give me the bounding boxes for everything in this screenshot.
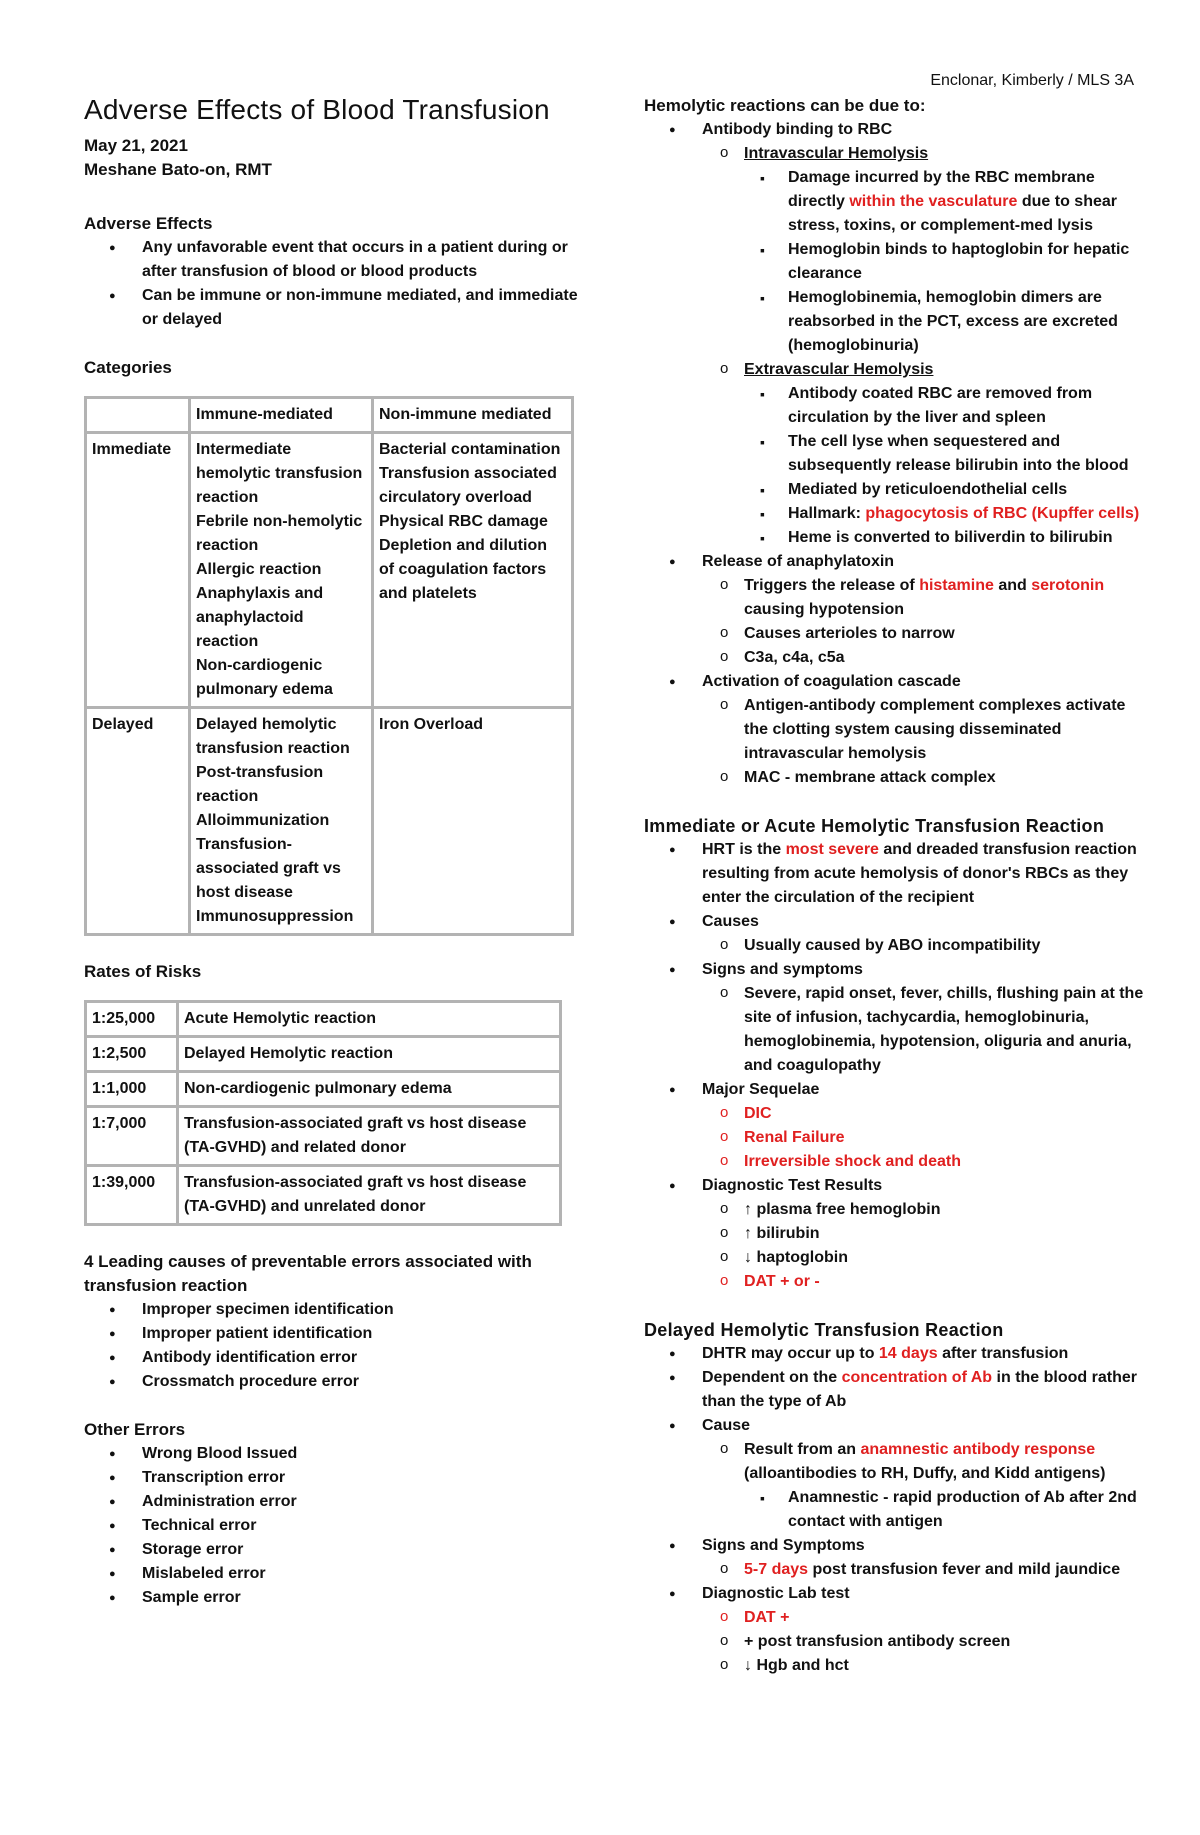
text-span: Hallmark: — [788, 505, 866, 522]
adverse-effects-list — [84, 236, 584, 332]
list-item — [702, 1558, 1149, 1582]
sublist — [702, 142, 1149, 550]
text-span: post transfusion fever and mild jaundice — [808, 1561, 1121, 1578]
list-item: o ↑ plasma free hemoglobin — [702, 1198, 1149, 1222]
cell-line: Transfusion associated circulatory overload — [379, 465, 557, 506]
acute-htr-heading: Immediate or Acute Hemolytic Transfusion Reaction — [644, 816, 1105, 836]
list-item — [644, 550, 1149, 670]
list-item: ● Wrong Blood Issued — [84, 1442, 584, 1466]
cell-line: Allergic reaction — [196, 561, 322, 578]
table-cell — [190, 433, 373, 708]
highlight-text: most severe — [785, 841, 879, 858]
list-item — [644, 1414, 1149, 1534]
list-item — [702, 358, 1149, 550]
author-header: Enclonar, Kimberly / MLS 3A — [930, 72, 1134, 89]
list-item: o ↓ haptoglobin — [702, 1246, 1149, 1270]
item-text: Activation of coagulation cascade — [702, 673, 961, 690]
item-text: Diagnostic Test Results — [702, 1177, 883, 1194]
list-item: ● Improper patient identification — [84, 1322, 584, 1346]
list-item: o + post transfusion antibody screen — [702, 1630, 1149, 1654]
sublist — [702, 1198, 1149, 1294]
list-item: o C3a, c4a, c5a — [702, 646, 1149, 670]
rate-cell: 1:7,000 — [86, 1107, 178, 1166]
sublist — [744, 166, 1149, 358]
list-item: o ↓ Hgb and hct — [702, 1654, 1149, 1678]
sublist — [702, 694, 1149, 790]
event-cell: Non-cardiogenic pulmonary edema — [178, 1072, 561, 1107]
list-item: ▪ The cell lyse when sequestered and subsequently release bilirubin into the blood — [744, 430, 1149, 478]
cell-line: Anaphylaxis and anaphylactoid reaction — [196, 585, 324, 650]
table-row — [86, 708, 573, 935]
text-span: (alloantibodies to RH, Duffy, and Kidd antigens) — [744, 1465, 1106, 1482]
cell-line: Febrile non-hemolytic reaction — [196, 513, 363, 554]
rate-cell: 1:39,000 — [86, 1166, 178, 1225]
left-column — [84, 94, 584, 1610]
list-item — [644, 1174, 1149, 1294]
table-row — [86, 1166, 561, 1225]
list-item: o Antigen-antibody complement complexes activate the clotting system causing disseminated intravascular hemolysis — [702, 694, 1149, 766]
item-text: Signs and Symptoms — [702, 1537, 865, 1554]
leading-causes-heading: 4 Leading causes of preventable errors associated with transfusion reaction — [84, 1252, 532, 1295]
list-item — [702, 574, 1149, 622]
rates-heading: Rates of Risks — [84, 962, 202, 981]
highlight-text: histamine — [919, 577, 994, 594]
list-item: ● Storage error — [84, 1538, 584, 1562]
list-item: ● Can be immune or non-immune mediated, and immediate or delayed — [84, 284, 584, 332]
list-item: ▪ Mediated by reticuloendothelial cells — [744, 478, 1149, 502]
list-item — [644, 910, 1149, 958]
table-cell — [190, 708, 373, 935]
lecture-date: May 21, 2021 — [84, 136, 188, 155]
list-item: ● Antibody identification error — [84, 1346, 584, 1370]
rates-table — [84, 1000, 562, 1226]
list-item — [644, 838, 1149, 910]
list-item: ● Improper specimen identification — [84, 1298, 584, 1322]
table-row — [86, 398, 573, 433]
extravascular-label: Extravascular Hemolysis — [744, 361, 934, 378]
table-cell — [373, 433, 573, 708]
list-item — [702, 1438, 1149, 1534]
sublist — [702, 982, 1149, 1078]
cell-line: Depletion and dilution of coagulation factors and platelets — [379, 537, 547, 602]
rate-cell: 1:2,500 — [86, 1037, 178, 1072]
item-text: Cause — [702, 1417, 751, 1434]
leading-causes-list — [84, 1298, 584, 1394]
list-item: o DIC — [702, 1102, 1149, 1126]
rate-cell: 1:1,000 — [86, 1072, 178, 1107]
sublist — [744, 382, 1149, 550]
text-span: causing hypotension — [744, 601, 905, 618]
categories-heading: Categories — [84, 358, 172, 377]
list-item: ● Administration error — [84, 1490, 584, 1514]
sublist — [702, 1558, 1149, 1582]
lecturer-name: Meshane Bato-on, RMT — [84, 160, 272, 179]
list-item: o Causes arterioles to narrow — [702, 622, 1149, 646]
list-item: ▪ Hemoglobin binds to haptoglobin for hepatic clearance — [744, 238, 1149, 286]
row-label-immediate: Immediate — [86, 433, 190, 708]
table-row — [86, 1002, 561, 1037]
list-item — [744, 166, 1149, 238]
text-span: after transfusion — [937, 1345, 1069, 1362]
cell-line: Post-transfusion reaction — [196, 764, 324, 805]
sublist — [702, 1438, 1149, 1534]
event-cell: Transfusion-associated graft vs host disease (TA-GVHD) and related donor — [178, 1107, 561, 1166]
cell-line: Immunosuppression — [196, 908, 354, 925]
list-item — [644, 958, 1149, 1078]
table-cell — [86, 398, 190, 433]
table-row — [86, 1072, 561, 1107]
cell-line: Physical RBC damage — [379, 513, 548, 530]
text-span: Damage incurred by the RBC membrane directly — [788, 169, 1095, 210]
row-label-delayed: Delayed — [86, 708, 190, 935]
intravascular-label: Intravascular Hemolysis — [744, 145, 929, 162]
rate-cell: 1:25,000 — [86, 1002, 178, 1037]
categories-table — [84, 396, 574, 936]
list-item: ● Technical error — [84, 1514, 584, 1538]
list-item — [744, 502, 1149, 526]
event-cell: Acute Hemolytic reaction — [178, 1002, 561, 1037]
list-item: ● Mislabeled error — [84, 1562, 584, 1586]
cell-line: Delayed hemolytic transfusion reaction — [196, 716, 350, 757]
event-cell: Delayed Hemolytic reaction — [178, 1037, 561, 1072]
list-item: ▪ Hemoglobinemia, hemoglobin dimers are reabsorbed in the PCT, excess are excreted (hemoglobinuria) — [744, 286, 1149, 358]
list-item: o DAT + — [702, 1606, 1149, 1630]
adverse-effects-heading: Adverse Effects — [84, 214, 213, 233]
sublist — [702, 574, 1149, 670]
list-item: o Severe, rapid onset, fever, chills, flushing pain at the site of infusion, tachycardia, hemoglobinuria, hemoglobinemia, hypotension, oliguria and anuria, and coagulopathy — [702, 982, 1149, 1078]
highlight-text: 14 days — [878, 1345, 938, 1362]
sublist — [702, 1102, 1149, 1174]
item-text: Release of anaphylatoxin — [702, 553, 895, 570]
text-span: HRT is the — [702, 841, 786, 858]
cell-line: Iron Overload — [379, 716, 484, 733]
other-errors-list — [84, 1442, 584, 1610]
sublist — [744, 1486, 1149, 1534]
list-item — [644, 1366, 1149, 1414]
text-span: Dependent on the — [702, 1369, 842, 1386]
table-header-immune: Immune-mediated — [190, 398, 373, 433]
list-item — [644, 1342, 1149, 1366]
cell-line: Bacterial contamination — [379, 441, 561, 458]
text-span: Result from an — [744, 1441, 861, 1458]
hemolytic-list — [644, 118, 1149, 790]
text-span: due to shear stress, toxins, or complement-med lysis — [788, 193, 1117, 234]
list-item: ▪ Anamnestic - rapid production of Ab after 2nd contact with antigen — [744, 1486, 1149, 1534]
item-text: Diagnostic Lab test — [702, 1585, 850, 1602]
list-item: o DAT + or - — [702, 1270, 1149, 1294]
list-item: o Usually caused by ABO incompatibility — [702, 934, 1149, 958]
list-item: ▪ Heme is converted to biliverdin to bilirubin — [744, 526, 1149, 550]
other-errors-heading: Other Errors — [84, 1420, 186, 1439]
list-item: ● Any unfavorable event that occurs in a patient during or after transfusion of blood or blood products — [84, 236, 584, 284]
text-span: Triggers the release of — [744, 577, 920, 594]
item-text: Antibody binding to RBC — [702, 121, 893, 138]
list-item: o Renal Failure — [702, 1126, 1149, 1150]
table-cell — [373, 708, 573, 935]
table-header-non-immune: Non-immune mediated — [373, 398, 573, 433]
highlight-text: phagocytosis of RBC (Kupffer cells) — [865, 505, 1140, 522]
list-item: o Irreversible shock and death — [702, 1150, 1149, 1174]
item-text: Signs and symptoms — [702, 961, 863, 978]
event-cell: Transfusion-associated graft vs host disease (TA-GVHD) and unrelated donor — [178, 1166, 561, 1225]
page-title: Adverse Effects of Blood Transfusion — [84, 94, 550, 125]
text-span: and dreaded transfusion reaction resulting from acute hemolysis of donor's RBCs as they enter the circulation of the recipient — [702, 841, 1137, 906]
item-text: Causes — [702, 913, 759, 930]
list-item: ▪ Antibody coated RBC are removed from circulation by the liver and spleen — [744, 382, 1149, 430]
acute-htr-list — [644, 838, 1149, 1294]
text-span: in the blood rather than the type of Ab — [702, 1369, 1137, 1410]
sublist — [702, 934, 1149, 958]
delayed-htr-heading: Delayed Hemolytic Transfusion Reaction — [644, 1320, 1004, 1340]
hemolytic-heading: Hemolytic reactions can be due to: — [644, 96, 926, 115]
list-item: ● Sample error — [84, 1586, 584, 1610]
delayed-htr-list — [644, 1342, 1149, 1678]
table-row — [86, 433, 573, 708]
table-row — [86, 1107, 561, 1166]
sublist — [702, 1606, 1149, 1678]
list-item — [644, 1078, 1149, 1174]
highlight-text: within the vasculature — [849, 193, 1018, 210]
highlight-text: anamnestic antibody response — [860, 1441, 1096, 1458]
cell-line: Transfusion-associated graft vs host disease — [196, 836, 341, 901]
highlight-text: 5-7 days — [744, 1561, 809, 1578]
highlight-text: serotonin — [1031, 577, 1105, 594]
cell-line: Alloimmunization — [196, 812, 330, 829]
list-item: o ↑ bilirubin — [702, 1222, 1149, 1246]
text-span: DHTR may occur up to — [702, 1345, 879, 1362]
list-item: o MAC - membrane attack complex — [702, 766, 1149, 790]
right-column — [644, 94, 1149, 1678]
list-item — [644, 118, 1149, 550]
list-item: ● Crossmatch procedure error — [84, 1370, 584, 1394]
item-text: Major Sequelae — [702, 1081, 820, 1098]
cell-line: Non-cardiogenic pulmonary edema — [196, 657, 333, 698]
list-item — [644, 1582, 1149, 1678]
text-span: and — [993, 577, 1032, 594]
list-item — [644, 670, 1149, 790]
list-item: ● Transcription error — [84, 1466, 584, 1490]
cell-line: Intermediate hemolytic transfusion reaction — [196, 441, 363, 506]
list-item — [644, 1534, 1149, 1582]
list-item — [702, 142, 1149, 358]
table-row — [86, 1037, 561, 1072]
highlight-text: concentration of Ab — [841, 1369, 993, 1386]
